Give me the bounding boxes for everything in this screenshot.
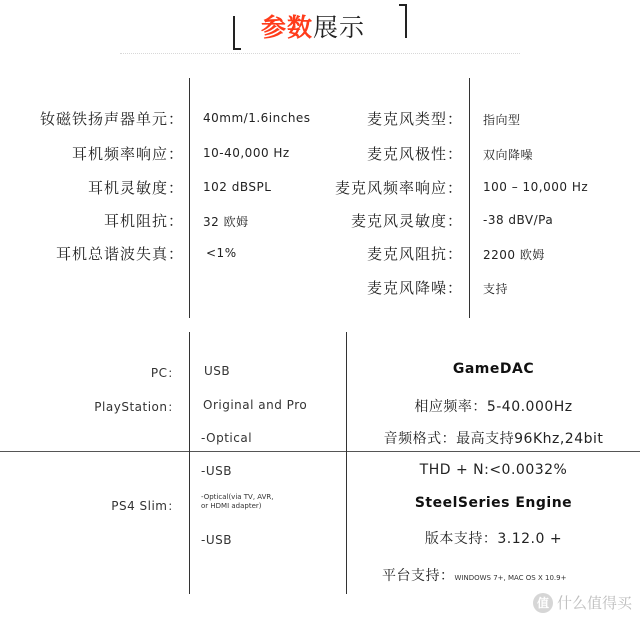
audio-spec-value: 10-40,000 Hz bbox=[203, 146, 290, 160]
audio-spec-value: 40mm/1.6inches bbox=[203, 111, 311, 125]
audio-spec-value: <1% bbox=[206, 246, 237, 260]
watermark-text: 什么值得买 bbox=[556, 594, 632, 612]
title-bracket-left bbox=[233, 16, 241, 50]
compat-label-pc: PC： bbox=[150, 366, 180, 380]
compat-value-playstation: Original and Pro bbox=[203, 398, 308, 412]
title-bracket-right bbox=[399, 4, 407, 38]
compat-value-ps4-optical-1: -Optical(via TV, AVR, bbox=[201, 493, 274, 501]
spec-divider-left bbox=[189, 78, 190, 318]
section-title bbox=[233, 2, 407, 48]
watermark bbox=[533, 592, 632, 613]
mic-spec-label: 麦克风极性： bbox=[366, 145, 463, 163]
compat-value-ps4-optical-2: or HDMI adapter) bbox=[201, 502, 262, 510]
mic-spec-label: 麦克风阻抗： bbox=[366, 245, 463, 263]
spec-divider-right bbox=[469, 78, 470, 318]
dac-platform bbox=[382, 565, 566, 585]
audio-spec-label: 耳机灵敏度： bbox=[87, 179, 184, 197]
dac-frequency: 相应频率：5-40.000Hz bbox=[414, 399, 573, 415]
compat-value-usb: -USB bbox=[201, 464, 232, 478]
title-text bbox=[261, 8, 365, 44]
compat-label-ps4slim: PS4 Slim： bbox=[111, 499, 180, 513]
header-rule bbox=[120, 53, 520, 54]
dac-thd: THD + N:<0.0032% bbox=[419, 462, 568, 478]
dac-version: 版本支持：3.12.0 + bbox=[424, 531, 563, 547]
audio-spec-value: 102 dBSPL bbox=[203, 180, 272, 194]
compat-value-ps4-usb: -USB bbox=[201, 533, 232, 547]
audio-spec-label: 耳机阻抗： bbox=[103, 212, 184, 230]
mic-spec-label: 麦克风降噪： bbox=[366, 279, 463, 297]
mic-spec-value: 100 – 10,000 Hz bbox=[483, 180, 589, 194]
title-rest: 展示 bbox=[313, 13, 366, 42]
mic-spec-value: 指向型 bbox=[483, 113, 521, 127]
dac-title: GameDAC bbox=[452, 361, 535, 377]
compat-label-playstation: PlayStation： bbox=[94, 400, 180, 414]
compat-value-optical: -Optical bbox=[201, 431, 253, 445]
dac-platform-value: WINDOWS 7+, MAC OS X 10.9+ bbox=[454, 574, 567, 582]
compat-divider-left bbox=[189, 332, 190, 594]
dac-platform-label: 平台支持： bbox=[382, 568, 455, 584]
audio-spec-label: 耳机频率响应： bbox=[71, 145, 184, 163]
mic-spec-value: 双向降噪 bbox=[483, 148, 534, 162]
row-divider bbox=[0, 451, 640, 452]
mic-spec-value: 支持 bbox=[483, 282, 509, 296]
mic-spec-value: 2200 欧姆 bbox=[483, 248, 545, 262]
audio-spec-label: 钕磁铁扬声器单元： bbox=[39, 110, 184, 128]
dac-engine: SteelSeries Engine bbox=[414, 495, 573, 511]
mic-spec-label: 麦克风频率响应： bbox=[334, 179, 463, 197]
title-highlight: 参数 bbox=[261, 13, 314, 42]
mic-spec-value: -38 dBV/Pa bbox=[483, 213, 554, 227]
compat-value-pc: USB bbox=[204, 364, 231, 378]
mic-spec-label: 麦克风类型： bbox=[366, 110, 463, 128]
dac-audio-format: 音频格式：最高支持96Khz,24bit bbox=[383, 431, 604, 447]
watermark-badge: 值 bbox=[533, 593, 553, 613]
mic-spec-label: 麦克风灵敏度： bbox=[350, 212, 463, 230]
audio-spec-label: 耳机总谐波失真： bbox=[55, 245, 184, 263]
audio-spec-value: 32 欧姆 bbox=[203, 215, 249, 229]
